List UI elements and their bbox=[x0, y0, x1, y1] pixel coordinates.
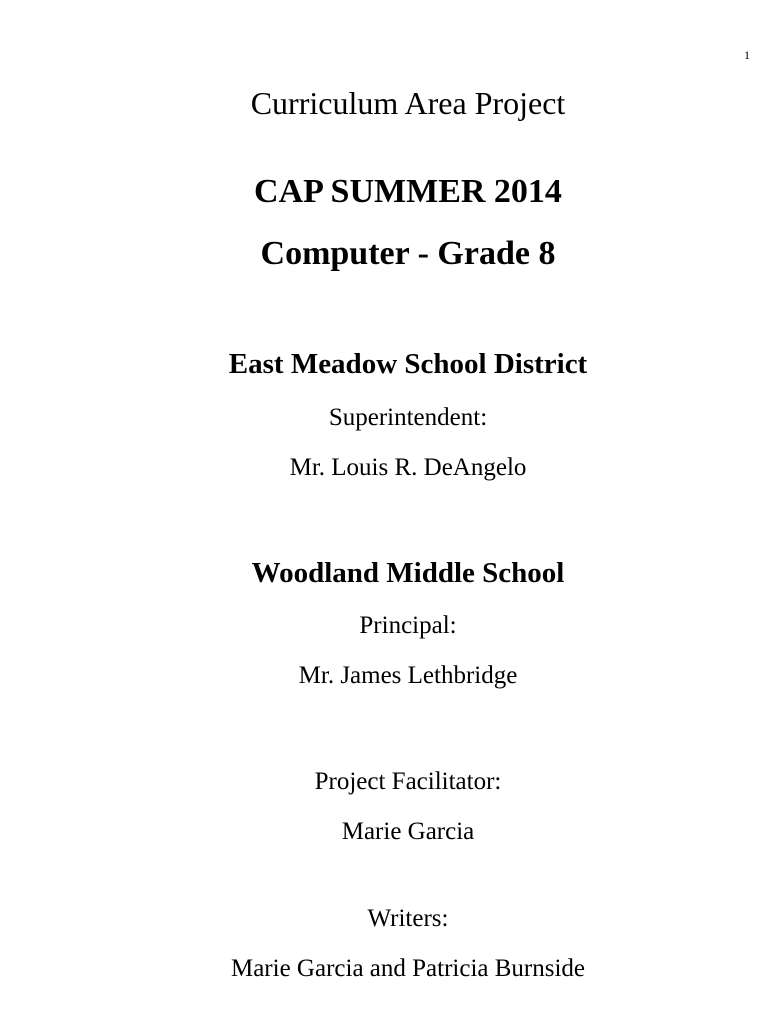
principal-name: Mr. James Lethbridge bbox=[298, 662, 518, 689]
principal-label: Principal: bbox=[359, 612, 457, 639]
superintendent-name: Mr. Louis R. DeAngelo bbox=[289, 454, 527, 481]
district-name: East Meadow School District bbox=[228, 348, 588, 380]
facilitator-name: Marie Garcia bbox=[341, 818, 475, 845]
school-name: Woodland Middle School bbox=[251, 557, 565, 589]
writers-label: Writers: bbox=[367, 905, 449, 932]
project-line: Curriculum Area Project bbox=[250, 85, 566, 121]
writers-names: Marie Garcia and Patricia Burnside bbox=[230, 955, 586, 982]
facilitator-label: Project Facilitator: bbox=[314, 768, 502, 795]
page-number: 1 bbox=[744, 48, 750, 62]
cap-title: CAP SUMMER 2014 bbox=[254, 173, 562, 210]
course-title: Computer - Grade 8 bbox=[260, 235, 556, 272]
superintendent-label: Superintendent: bbox=[328, 404, 488, 431]
